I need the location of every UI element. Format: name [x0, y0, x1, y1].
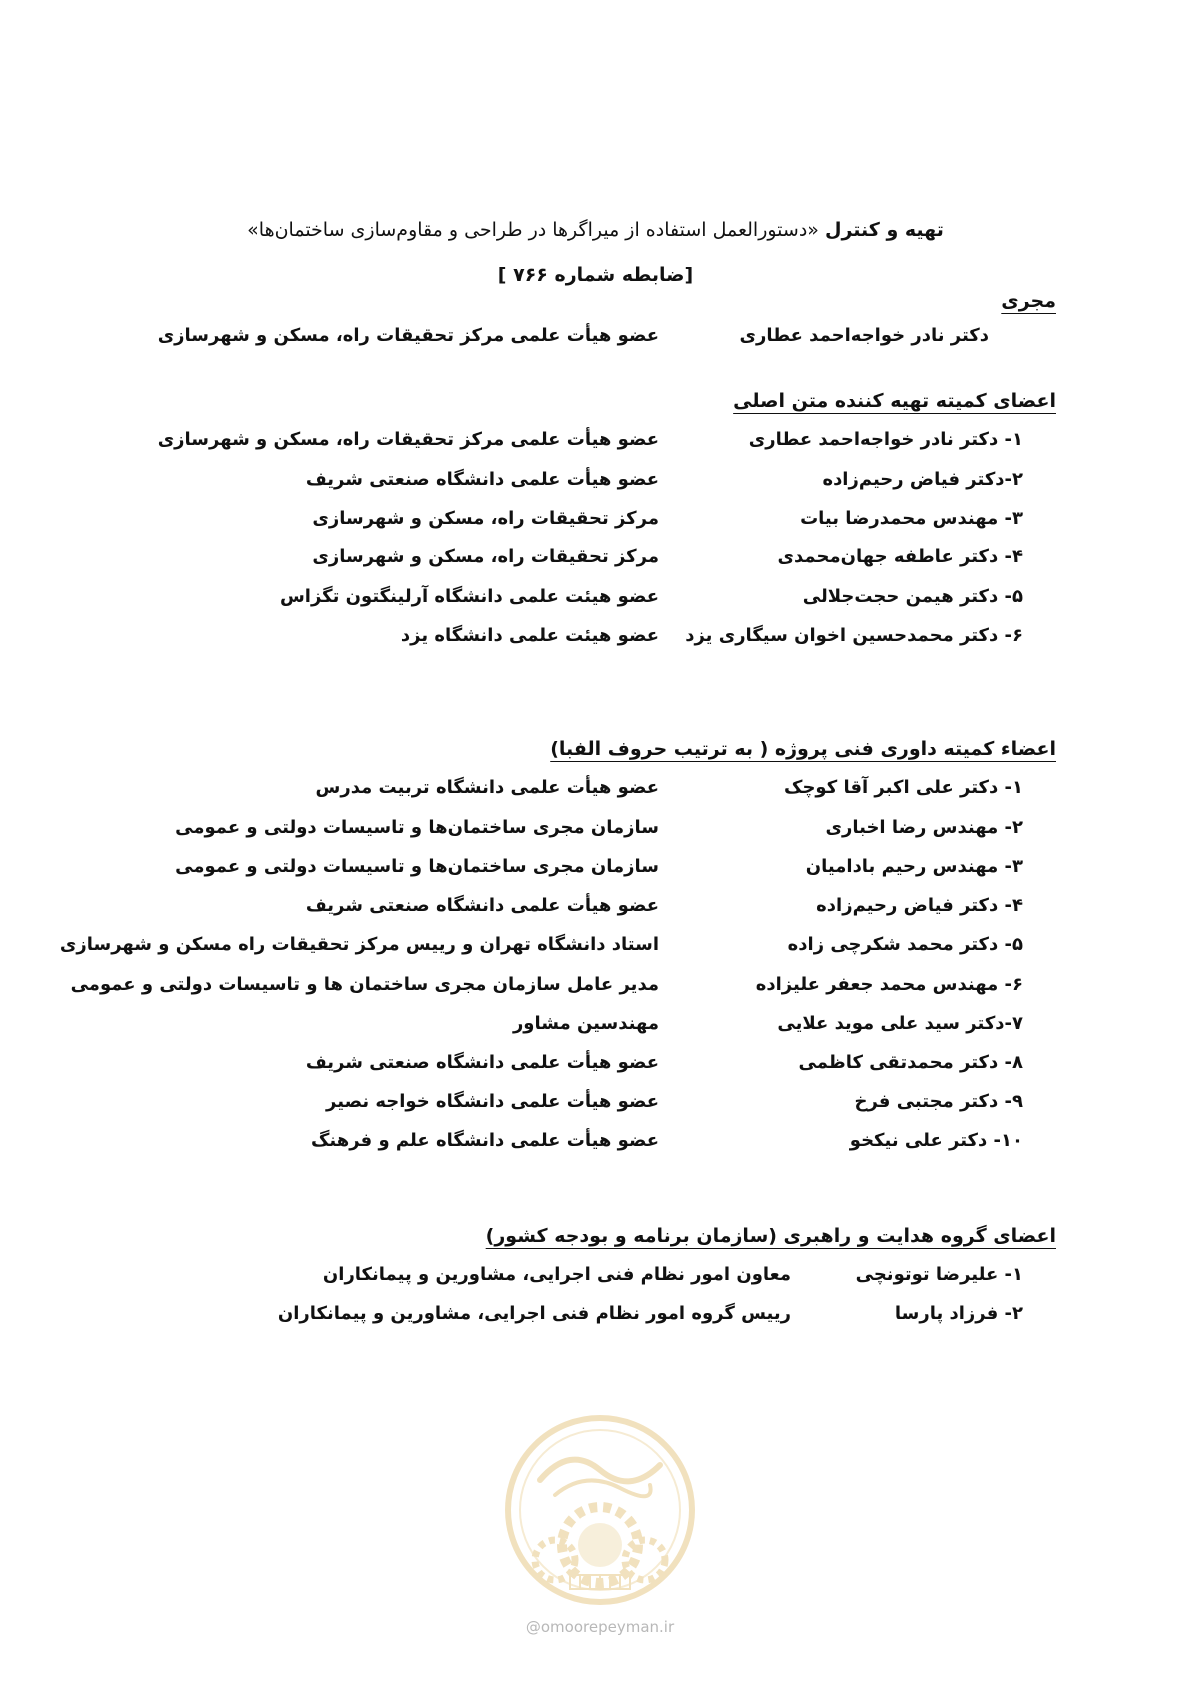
member-name: ۳- مهندس رحیم بادامیان: [805, 856, 1023, 877]
main-committee-row: [123, 429, 1023, 459]
member-name: ۲- فرزاد پارسا: [894, 1303, 1023, 1324]
page-title: [0, 219, 1191, 241]
guidance-group-row: [123, 1303, 1023, 1333]
main-committee-row: [123, 625, 1023, 655]
member-name: ۸- دکتر محمدتقی کاظمی: [798, 1052, 1023, 1073]
main-committee-heading: اعضای کمیته تهیه کننده متن اصلی: [733, 390, 1056, 412]
member-affiliation: مهندسین مشاور: [512, 1013, 659, 1034]
member-name: دکتر نادر خواجه‌احمد عطاری: [739, 325, 989, 346]
member-name: ۴- دکتر فیاض رحیم‌زاده: [816, 895, 1023, 916]
main-committee-row: [123, 586, 1023, 616]
member-affiliation: عضو هیئت علمی دانشگاه آرلینگتون تگزاس: [279, 586, 659, 607]
member-name: ۲-دکتر فیاض رحیم‌زاده: [822, 469, 1023, 490]
main-committee-row: [123, 546, 1023, 576]
member-affiliation: عضو هیأت علمی مرکز تحقیقات راه، مسکن و شهرسازی: [157, 325, 659, 346]
executor-heading: مجری: [1001, 290, 1056, 312]
review-committee-row: [123, 856, 1023, 886]
member-affiliation: سازمان مجری ساختمان‌ها و تاسیسات دولتی و عمومی: [175, 856, 659, 877]
member-affiliation: عضو هیأت علمی دانشگاه تربیت مدرس: [315, 777, 659, 798]
member-affiliation: عضو هیأت علمی دانشگاه خواجه نصیر: [326, 1091, 659, 1112]
member-name: ۲- مهندس رضا اخباری: [825, 817, 1023, 838]
review-committee-heading: اعضاء کمیته داوری فنی پروژه ( به ترتیب حروف الفبا): [550, 738, 1056, 760]
watermark-url: @omoorepeyman.ir: [525, 1618, 675, 1636]
member-affiliation: عضو هیأت علمی دانشگاه علم و فرهنگ: [310, 1130, 659, 1151]
page-title-prefix: تهیه و کنترل: [824, 219, 944, 241]
executor-row: [123, 325, 1023, 355]
review-committee-row: [59, 934, 1023, 964]
member-affiliation: عضو هیأت علمی دانشگاه صنعتی شریف: [305, 469, 659, 490]
member-name: ۱- دکتر علی اکبر آقا کوچک: [784, 777, 1023, 798]
review-committee-row: [123, 817, 1023, 847]
member-name: ۵- دکتر محمد شکرچی زاده: [787, 934, 1023, 955]
review-committee-row: [123, 1052, 1023, 1082]
member-name: ۹- دکتر مجتبی فرخ: [854, 1091, 1023, 1112]
guidance-group-heading: اعضای گروه هدایت و راهبری (سازمان برنامه و بودجه کشور): [485, 1225, 1056, 1247]
member-role: معاون امور نظام فنی اجرایی، مشاورین و پیمانکاران: [322, 1264, 791, 1285]
member-affiliation: استاد دانشگاه تهران و رییس مرکز تحقیقات راه مسکن و شهرسازی: [59, 934, 659, 955]
member-name: ۱۰- دکتر علی نیکخو: [849, 1130, 1023, 1151]
member-name: ۱- دکتر نادر خواجه‌احمد عطاری: [748, 429, 1023, 450]
guidance-group-row: [123, 1264, 1023, 1294]
member-affiliation: سازمان مجری ساختمان‌ها و تاسیسات دولتی و عمومی: [175, 817, 659, 838]
main-committee-row: [123, 508, 1023, 538]
review-committee-row: [123, 1130, 1023, 1160]
review-committee-row: [123, 895, 1023, 925]
review-committee-row: [123, 1013, 1023, 1043]
member-affiliation: عضو هیأت علمی دانشگاه صنعتی شریف: [305, 1052, 659, 1073]
review-committee-row: [123, 1091, 1023, 1121]
member-name: ۳- مهندس محمدرضا بیات: [800, 508, 1023, 529]
page-title-text: «دستورالعمل استفاده از میراگرها در طراحی و مقاوم‌سازی ساختمان‌ها»: [247, 219, 819, 241]
main-committee-row: [123, 469, 1023, 499]
member-role: رییس گروه امور نظام فنی اجرایی، مشاورین و پیمانکاران: [277, 1303, 791, 1324]
member-affiliation: عضو هیئت علمی دانشگاه یزد: [400, 625, 659, 646]
review-committee-row: [70, 974, 1023, 1004]
member-affiliation: عضو هیأت علمی مرکز تحقیقات راه، مسکن و شهرسازی: [157, 429, 659, 450]
member-name: ۵- دکتر هیمن حجت‌جلالی: [802, 586, 1023, 607]
member-affiliation: مرکز تحقیقات راه، مسکن و شهرسازی: [312, 508, 659, 529]
review-committee-row: [123, 777, 1023, 807]
member-name: ۱- علیرضا توتونچی: [855, 1264, 1023, 1285]
member-name: ۶- مهندس محمد جعفر علیزاده: [755, 974, 1023, 995]
member-name: ۶- دکتر محمدحسین اخوان سیگاری یزد: [685, 625, 1023, 646]
member-name: ۴- دکتر عاطفه جهان‌محمدی: [777, 546, 1023, 567]
member-affiliation: عضو هیأت علمی دانشگاه صنعتی شریف: [305, 895, 659, 916]
member-affiliation: مدیر عامل سازمان مجری ساختمان ها و تاسیسات دولتی و عمومی: [70, 974, 659, 995]
gear-seal-logo-icon: [500, 1410, 700, 1610]
regulation-number: [ضابطه شماره ۷۶۶ ]: [497, 264, 694, 286]
member-affiliation: مرکز تحقیقات راه، مسکن و شهرسازی: [312, 546, 659, 567]
member-name: ۷-دکتر سید علی موید علایی: [777, 1013, 1023, 1034]
